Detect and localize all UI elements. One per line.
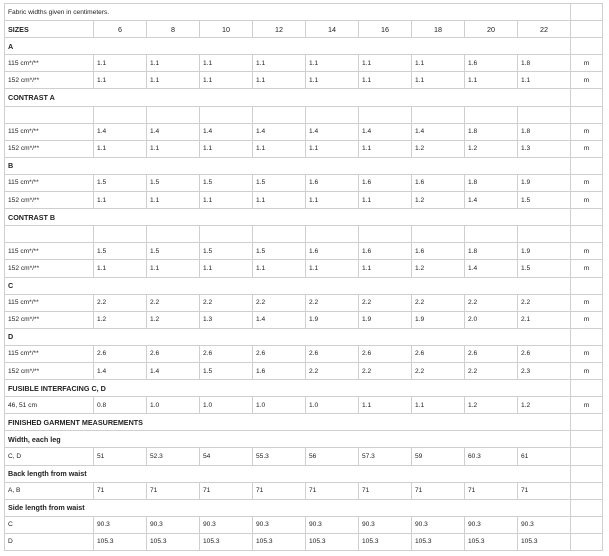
- size-value-cell: 1.1: [253, 72, 306, 89]
- size-value-cell: 1.3: [200, 311, 253, 328]
- size-value-cell: 1.1: [359, 72, 412, 89]
- data-row: [5, 397, 603, 414]
- size-value-cell: 1.8: [465, 174, 518, 191]
- unit-cell: m: [571, 243, 603, 260]
- size-value-cell: 71: [147, 482, 200, 499]
- size-value-cell: 2.2: [306, 362, 359, 379]
- size-value-cell: 1.3: [518, 140, 571, 157]
- data-row: [5, 123, 603, 140]
- size-value-cell: 1.2: [412, 140, 465, 157]
- section-unit-cell: [571, 209, 603, 226]
- size-value-cell: 1.4: [412, 123, 465, 140]
- size-value-cell: 52.3: [147, 448, 200, 465]
- section-unit-cell: [571, 38, 603, 55]
- size-value-cell: 105.3: [200, 533, 253, 550]
- size-value-cell: 2.2: [412, 362, 465, 379]
- size-value-cell: 60.3: [465, 448, 518, 465]
- size-value-cell: 1.1: [200, 192, 253, 209]
- unit-cell: m: [571, 174, 603, 191]
- size-value-cell: 90.3: [465, 516, 518, 533]
- size-value-cell: 61: [518, 448, 571, 465]
- size-value-cell: 1.1: [306, 140, 359, 157]
- blank-cell: [465, 226, 518, 243]
- size-value-cell: 1.4: [253, 123, 306, 140]
- unit-cell: m: [571, 55, 603, 72]
- unit-cell: [571, 516, 603, 533]
- row-label: 152 cm*/**: [5, 362, 94, 379]
- header-unit-cell: [571, 21, 603, 38]
- size-value-cell: 2.6: [94, 345, 147, 362]
- section-heading: FINISHED GARMENT MEASUREMENTS: [5, 414, 571, 431]
- size-value-cell: 1.2: [518, 397, 571, 414]
- size-value-cell: 2.6: [306, 345, 359, 362]
- row-label: 152 cm*/**: [5, 72, 94, 89]
- size-value-cell: 1.2: [412, 192, 465, 209]
- data-row: [5, 533, 603, 550]
- size-value-cell: 56: [306, 448, 359, 465]
- size-value-cell: 1.1: [359, 192, 412, 209]
- section-heading: CONTRAST B: [5, 209, 571, 226]
- size-value-cell: 1.4: [306, 123, 359, 140]
- size-value-cell: 1.1: [465, 72, 518, 89]
- size-value-cell: 1.0: [306, 397, 359, 414]
- size-value-cell: 1.0: [200, 397, 253, 414]
- size-value-cell: 1.1: [147, 140, 200, 157]
- size-value-cell: 1.5: [200, 243, 253, 260]
- size-value-cell: 105.3: [94, 533, 147, 550]
- size-value-cell: 1.1: [306, 72, 359, 89]
- size-value-cell: 1.2: [465, 140, 518, 157]
- sizes-header-row: [5, 21, 603, 38]
- size-header: 10: [200, 21, 253, 38]
- blank-cell: [94, 226, 147, 243]
- section-heading: Width, each leg: [5, 431, 571, 448]
- size-value-cell: 1.8: [518, 123, 571, 140]
- size-value-cell: 2.2: [94, 294, 147, 311]
- section-heading-row: [5, 465, 603, 482]
- unit-cell: [571, 448, 603, 465]
- blank-cell: [94, 106, 147, 123]
- size-value-cell: 1.5: [253, 243, 306, 260]
- unit-cell: m: [571, 72, 603, 89]
- blank-cell: [359, 226, 412, 243]
- size-value-cell: 1.9: [359, 311, 412, 328]
- blank-cell: [200, 106, 253, 123]
- size-value-cell: 105.3: [359, 533, 412, 550]
- section-heading: D: [5, 328, 571, 345]
- size-value-cell: 71: [465, 482, 518, 499]
- size-value-cell: 2.6: [518, 345, 571, 362]
- size-value-cell: 1.5: [253, 174, 306, 191]
- section-heading: A: [5, 38, 571, 55]
- unit-cell: m: [571, 311, 603, 328]
- blank-cell: [147, 106, 200, 123]
- size-value-cell: 1.8: [518, 55, 571, 72]
- row-label: 46, 51 cm: [5, 397, 94, 414]
- row-label: 115 cm*/**: [5, 243, 94, 260]
- unit-cell: m: [571, 123, 603, 140]
- section-unit-cell: [571, 380, 603, 397]
- unit-cell: m: [571, 260, 603, 277]
- unit-cell: m: [571, 397, 603, 414]
- size-value-cell: 1.1: [147, 72, 200, 89]
- data-row: [5, 260, 603, 277]
- section-heading: Side length from waist: [5, 499, 571, 516]
- data-row: [5, 192, 603, 209]
- size-value-cell: 105.3: [306, 533, 359, 550]
- size-value-cell: 90.3: [359, 516, 412, 533]
- size-value-cell: 1.4: [94, 123, 147, 140]
- size-value-cell: 1.1: [518, 72, 571, 89]
- size-value-cell: 1.6: [253, 362, 306, 379]
- size-value-cell: 51: [94, 448, 147, 465]
- section-heading-row: [5, 157, 603, 174]
- data-row: [5, 243, 603, 260]
- section-heading: FUSIBLE INTERFACING C, D: [5, 380, 571, 397]
- size-value-cell: 2.3: [518, 362, 571, 379]
- size-value-cell: 1.1: [147, 192, 200, 209]
- section-heading-row: [5, 499, 603, 516]
- yardage-table-body: [5, 4, 603, 551]
- blank-cell: [465, 106, 518, 123]
- size-value-cell: 1.4: [465, 260, 518, 277]
- size-value-cell: 1.1: [306, 192, 359, 209]
- size-value-cell: 1.1: [412, 72, 465, 89]
- data-row: [5, 482, 603, 499]
- size-value-cell: 1.6: [359, 174, 412, 191]
- size-value-cell: 2.2: [359, 294, 412, 311]
- section-heading-row: [5, 380, 603, 397]
- row-label: 152 cm*/**: [5, 192, 94, 209]
- size-value-cell: 1.5: [200, 174, 253, 191]
- blank-cell: [571, 106, 603, 123]
- blank-cell: [253, 226, 306, 243]
- unit-cell: m: [571, 192, 603, 209]
- section-unit-cell: [571, 89, 603, 106]
- size-value-cell: 90.3: [147, 516, 200, 533]
- size-value-cell: 71: [518, 482, 571, 499]
- section-heading-row: [5, 209, 603, 226]
- row-label: 152 cm*/**: [5, 140, 94, 157]
- size-value-cell: 59: [412, 448, 465, 465]
- size-value-cell: 1.4: [147, 123, 200, 140]
- size-value-cell: 1.1: [253, 140, 306, 157]
- size-value-cell: 1.2: [465, 397, 518, 414]
- section-unit-cell: [571, 414, 603, 431]
- size-value-cell: 1.9: [306, 311, 359, 328]
- size-value-cell: 1.0: [147, 397, 200, 414]
- size-value-cell: 1.4: [200, 123, 253, 140]
- size-value-cell: 1.1: [359, 397, 412, 414]
- size-value-cell: 1.4: [253, 311, 306, 328]
- size-value-cell: 90.3: [200, 516, 253, 533]
- size-value-cell: 1.1: [253, 260, 306, 277]
- row-label: 115 cm*/**: [5, 174, 94, 191]
- size-value-cell: 2.2: [518, 294, 571, 311]
- size-value-cell: 90.3: [412, 516, 465, 533]
- row-label: C: [5, 516, 94, 533]
- size-value-cell: 105.3: [518, 533, 571, 550]
- size-value-cell: 2.6: [412, 345, 465, 362]
- size-value-cell: 2.6: [359, 345, 412, 362]
- size-header: 20: [465, 21, 518, 38]
- size-value-cell: 71: [412, 482, 465, 499]
- size-value-cell: 105.3: [465, 533, 518, 550]
- size-value-cell: 105.3: [147, 533, 200, 550]
- row-label: D: [5, 533, 94, 550]
- row-label: 115 cm*/**: [5, 345, 94, 362]
- blank-cell: [147, 226, 200, 243]
- row-label: 115 cm*/**: [5, 55, 94, 72]
- size-header: 22: [518, 21, 571, 38]
- blank-cell: [518, 226, 571, 243]
- size-value-cell: 0.8: [94, 397, 147, 414]
- size-value-cell: 1.1: [200, 72, 253, 89]
- size-value-cell: 1.5: [200, 362, 253, 379]
- blank-cell: [306, 106, 359, 123]
- section-unit-cell: [571, 465, 603, 482]
- sizes-header-label: SIZES: [5, 21, 94, 38]
- data-row: [5, 345, 603, 362]
- size-value-cell: 90.3: [306, 516, 359, 533]
- size-value-cell: 1.9: [412, 311, 465, 328]
- blank-cell: [253, 106, 306, 123]
- size-value-cell: 1.4: [147, 362, 200, 379]
- size-value-cell: 2.2: [465, 294, 518, 311]
- yardage-table: [4, 3, 603, 551]
- size-header: 8: [147, 21, 200, 38]
- size-value-cell: 2.2: [200, 294, 253, 311]
- size-value-cell: 1.5: [147, 174, 200, 191]
- row-label: 115 cm*/**: [5, 123, 94, 140]
- row-label: C, D: [5, 448, 94, 465]
- section-heading-row: [5, 414, 603, 431]
- section-unit-cell: [571, 328, 603, 345]
- section-heading-row: [5, 89, 603, 106]
- size-header: 16: [359, 21, 412, 38]
- section-heading-row: [5, 38, 603, 55]
- fabric-width-note: Fabric widths given in centimeters.: [5, 4, 571, 21]
- size-value-cell: 1.6: [412, 243, 465, 260]
- size-value-cell: 2.1: [518, 311, 571, 328]
- size-value-cell: 1.1: [306, 260, 359, 277]
- blank-cell: [412, 106, 465, 123]
- section-heading-row: [5, 431, 603, 448]
- data-row: [5, 174, 603, 191]
- size-value-cell: 1.1: [147, 260, 200, 277]
- section-unit-cell: [571, 157, 603, 174]
- blank-cell: [518, 106, 571, 123]
- size-value-cell: 1.1: [359, 140, 412, 157]
- size-value-cell: 1.4: [359, 123, 412, 140]
- size-value-cell: 1.1: [412, 397, 465, 414]
- size-value-cell: 1.6: [412, 174, 465, 191]
- size-value-cell: 71: [359, 482, 412, 499]
- size-value-cell: 1.6: [306, 174, 359, 191]
- size-value-cell: 1.5: [94, 243, 147, 260]
- section-unit-cell: [571, 499, 603, 516]
- size-header: 14: [306, 21, 359, 38]
- section-heading: B: [5, 157, 571, 174]
- section-heading: CONTRAST A: [5, 89, 571, 106]
- size-value-cell: 1.1: [94, 55, 147, 72]
- size-value-cell: 2.6: [200, 345, 253, 362]
- size-value-cell: 105.3: [253, 533, 306, 550]
- size-value-cell: 1.4: [465, 192, 518, 209]
- note-unit-cell: [571, 4, 603, 21]
- size-value-cell: 1.1: [359, 55, 412, 72]
- size-value-cell: 1.9: [518, 174, 571, 191]
- size-value-cell: 1.1: [253, 55, 306, 72]
- blank-cell: [200, 226, 253, 243]
- size-value-cell: 71: [200, 482, 253, 499]
- size-value-cell: 1.1: [200, 55, 253, 72]
- section-heading: C: [5, 277, 571, 294]
- size-value-cell: 1.6: [359, 243, 412, 260]
- data-row: [5, 140, 603, 157]
- size-value-cell: 1.1: [94, 192, 147, 209]
- size-value-cell: 90.3: [253, 516, 306, 533]
- size-value-cell: 1.1: [412, 55, 465, 72]
- size-value-cell: 1.5: [147, 243, 200, 260]
- size-value-cell: 90.3: [518, 516, 571, 533]
- size-header: 6: [94, 21, 147, 38]
- blank-row: [5, 106, 603, 123]
- size-value-cell: 1.4: [94, 362, 147, 379]
- size-value-cell: 2.6: [147, 345, 200, 362]
- size-value-cell: 1.5: [94, 174, 147, 191]
- blank-cell: [5, 226, 94, 243]
- section-heading: Back length from waist: [5, 465, 571, 482]
- size-value-cell: 1.1: [253, 192, 306, 209]
- size-value-cell: 1.6: [465, 55, 518, 72]
- size-value-cell: 1.5: [518, 192, 571, 209]
- data-row: [5, 294, 603, 311]
- blank-cell: [359, 106, 412, 123]
- size-value-cell: 1.1: [94, 140, 147, 157]
- size-value-cell: 1.1: [94, 260, 147, 277]
- size-value-cell: 1.1: [147, 55, 200, 72]
- size-header: 18: [412, 21, 465, 38]
- data-row: [5, 311, 603, 328]
- size-value-cell: 1.1: [306, 55, 359, 72]
- unit-cell: m: [571, 345, 603, 362]
- size-value-cell: 2.2: [147, 294, 200, 311]
- blank-row: [5, 226, 603, 243]
- size-value-cell: 1.1: [94, 72, 147, 89]
- size-value-cell: 1.9: [518, 243, 571, 260]
- size-value-cell: 105.3: [412, 533, 465, 550]
- section-unit-cell: [571, 277, 603, 294]
- size-value-cell: 71: [253, 482, 306, 499]
- row-label: A, B: [5, 482, 94, 499]
- size-value-cell: 2.2: [359, 362, 412, 379]
- size-value-cell: 1.8: [465, 123, 518, 140]
- size-value-cell: 1.8: [465, 243, 518, 260]
- size-value-cell: 90.3: [94, 516, 147, 533]
- blank-cell: [306, 226, 359, 243]
- row-label: 152 cm*/**: [5, 311, 94, 328]
- size-value-cell: 1.1: [200, 140, 253, 157]
- size-value-cell: 2.6: [465, 345, 518, 362]
- unit-cell: m: [571, 294, 603, 311]
- size-value-cell: 2.2: [412, 294, 465, 311]
- unit-cell: [571, 533, 603, 550]
- size-value-cell: 54: [200, 448, 253, 465]
- row-label: 152 cm*/**: [5, 260, 94, 277]
- data-row: [5, 55, 603, 72]
- fabric-width-note-row: [5, 4, 603, 21]
- data-row: [5, 448, 603, 465]
- section-unit-cell: [571, 431, 603, 448]
- size-value-cell: 1.0: [253, 397, 306, 414]
- size-value-cell: 2.2: [306, 294, 359, 311]
- size-value-cell: 55.3: [253, 448, 306, 465]
- section-heading-row: [5, 277, 603, 294]
- unit-cell: m: [571, 140, 603, 157]
- data-row: [5, 362, 603, 379]
- size-value-cell: 1.2: [147, 311, 200, 328]
- size-value-cell: 71: [94, 482, 147, 499]
- blank-cell: [412, 226, 465, 243]
- data-row: [5, 516, 603, 533]
- size-value-cell: 2.6: [253, 345, 306, 362]
- row-label: 115 cm*/**: [5, 294, 94, 311]
- size-header: 12: [253, 21, 306, 38]
- size-value-cell: 1.2: [412, 260, 465, 277]
- size-value-cell: 1.1: [359, 260, 412, 277]
- data-row: [5, 72, 603, 89]
- size-value-cell: 1.6: [306, 243, 359, 260]
- size-value-cell: 2.0: [465, 311, 518, 328]
- unit-cell: [571, 482, 603, 499]
- blank-cell: [5, 106, 94, 123]
- unit-cell: m: [571, 362, 603, 379]
- size-value-cell: 1.5: [518, 260, 571, 277]
- size-value-cell: 2.2: [253, 294, 306, 311]
- size-value-cell: 2.2: [465, 362, 518, 379]
- size-value-cell: 57.3: [359, 448, 412, 465]
- section-heading-row: [5, 328, 603, 345]
- size-value-cell: 71: [306, 482, 359, 499]
- size-value-cell: 1.2: [94, 311, 147, 328]
- size-value-cell: 1.1: [200, 260, 253, 277]
- blank-cell: [571, 226, 603, 243]
